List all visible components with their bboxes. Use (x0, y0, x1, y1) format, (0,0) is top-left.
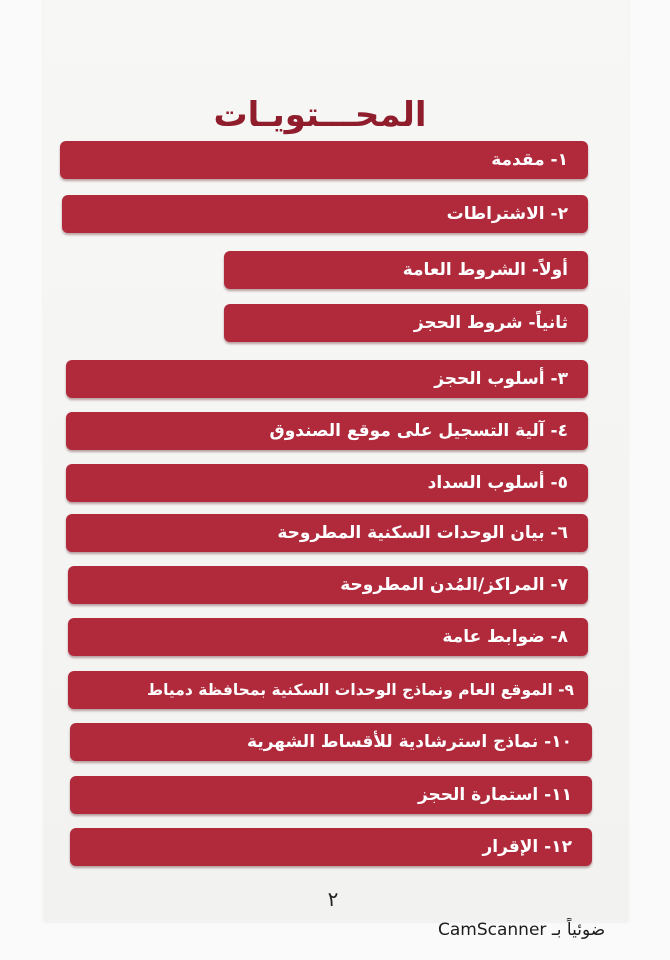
toc-entry-booking-form (70, 776, 592, 814)
toc-entry-site-and-models (68, 671, 588, 709)
toc-entry-label: ٧- المراكز/المُدن المطروحة (340, 575, 568, 595)
toc-entry-label: ١٢- الإقرار (482, 837, 572, 857)
toc-entry-label: أولاً- الشروط العامة (402, 260, 568, 280)
toc-entry-housing-units (66, 514, 588, 552)
toc-entry-declaration (70, 828, 592, 866)
toc-entry-installment-models (70, 723, 592, 761)
toc-entry-label: ٢- الاشتراطات (446, 204, 568, 224)
page-number: ٢ (327, 887, 339, 911)
page-title: المحـــتويـات (213, 95, 427, 135)
toc-entry-registration-mechanism (66, 412, 588, 450)
toc-subentry-general-conditions (224, 251, 588, 289)
toc-entry-requirements (62, 195, 588, 233)
toc-entry-label: ٨- ضوابط عامة (442, 627, 568, 647)
toc-entry-booking-method (66, 360, 588, 398)
toc-entry-label: ثانياً- شروط الحجز (413, 313, 568, 333)
toc-entry-label: ٣- أسلوب الحجز (434, 369, 568, 389)
toc-entry-label: ٦- بيان الوحدات السكنية المطروحة (277, 523, 568, 543)
toc-entry-label: ١- مقدمة (491, 150, 568, 170)
camscanner-watermark: CamScanner ضوئياً بـ (438, 920, 606, 940)
toc-entry-label: ١٠- نماذج استرشادية للأقساط الشهرية (247, 732, 572, 752)
toc-entry-introduction (60, 141, 588, 179)
toc-entry-centers-cities (68, 566, 588, 604)
toc-entry-label: ١١- استمارة الحجز (417, 785, 572, 805)
toc-entry-general-rules (68, 618, 588, 656)
toc-entry-label: ٤- آلية التسجيل على موقع الصندوق (269, 421, 568, 441)
toc-entry-label: ٥- أسلوب السداد (427, 473, 568, 493)
toc-subentry-booking-conditions (224, 304, 588, 342)
toc-entry-label: ٩- الموقع العام ونماذج الوحدات السكنية بمحافظة دمياط (147, 681, 574, 699)
toc-entry-payment-method (66, 464, 588, 502)
